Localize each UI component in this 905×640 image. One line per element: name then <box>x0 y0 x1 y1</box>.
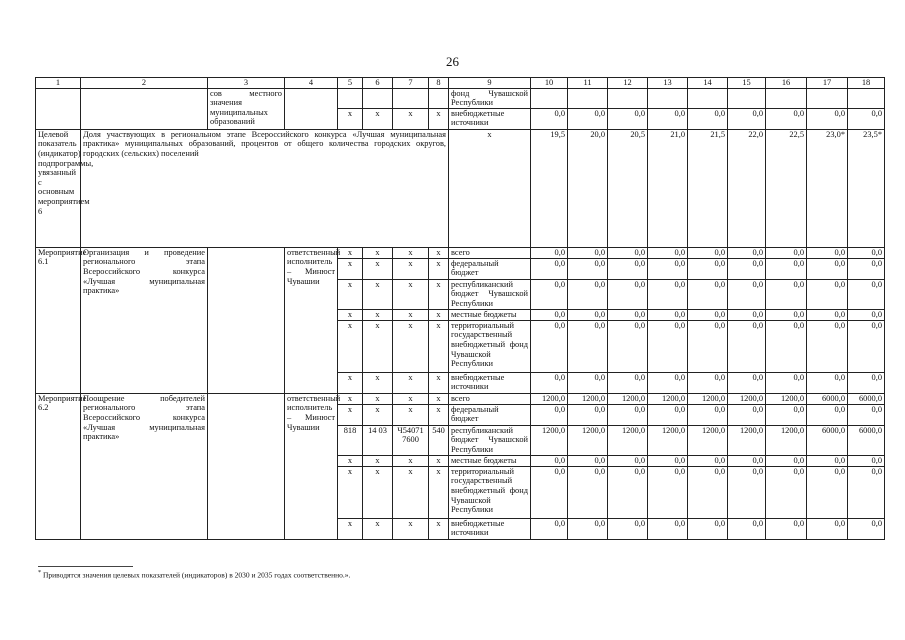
code-cell: x <box>393 466 429 518</box>
measure-empty-cell <box>208 247 285 393</box>
header-cell: 11 <box>568 78 608 89</box>
value-cell: 0,0 <box>531 404 568 425</box>
funding-source-cell: территориальный государственный внебюджетный фонд Чувашской Республики <box>449 466 531 518</box>
value-cell: 1200,0 <box>728 393 766 404</box>
funding-source-cell: всего <box>449 247 531 258</box>
code-cell: x <box>393 309 429 320</box>
target-indicator-label: Целевой показатель (индикатор) подпрограммы, увязанный с основным мероприятием 6 <box>36 129 81 247</box>
code-cell: x <box>338 309 363 320</box>
value-cell: 0,0 <box>531 372 568 393</box>
value-cell: 0,0 <box>848 247 885 258</box>
value-cell: 0,0 <box>648 279 688 309</box>
code-cell: x <box>393 320 429 372</box>
value-cell: 1200,0 <box>608 393 648 404</box>
value-cell: 0,0 <box>648 518 688 539</box>
code-cell <box>338 88 363 108</box>
code-cell: x <box>363 518 393 539</box>
value-cell: 0,0 <box>848 258 885 279</box>
value-cell: 0,0 <box>848 404 885 425</box>
value-cell: 0,0 <box>688 108 728 129</box>
value-cell: 6000,0 <box>807 393 848 404</box>
value-cell: 0,0 <box>766 258 807 279</box>
funding-source-cell: фонд Чувашской Республики <box>449 88 531 108</box>
value-cell: 0,0 <box>807 258 848 279</box>
code-cell: x <box>393 258 429 279</box>
code-cell: x <box>429 309 449 320</box>
footnote-mark: * <box>38 569 42 576</box>
code-cell: x <box>429 108 449 129</box>
value-cell: 0,0 <box>766 320 807 372</box>
value-cell: 0,0 <box>568 466 608 518</box>
value-cell: 0,0 <box>728 372 766 393</box>
value-cell <box>728 88 766 108</box>
value-cell: 0,0 <box>531 518 568 539</box>
header-cell: 15 <box>728 78 766 89</box>
value-cell: 0,0 <box>807 518 848 539</box>
value-cell: 0,0 <box>608 372 648 393</box>
code-cell: x <box>429 258 449 279</box>
funding-source-cell: внебюджетные источники <box>449 108 531 129</box>
code-cell: x <box>363 372 393 393</box>
target-x-cell: x <box>449 129 531 247</box>
code-cell: x <box>338 518 363 539</box>
value-cell: 23,5* <box>848 129 885 247</box>
value-cell: 0,0 <box>728 309 766 320</box>
value-cell <box>608 88 648 108</box>
header-cell: 8 <box>429 78 449 89</box>
value-cell: 0,0 <box>688 247 728 258</box>
value-cell <box>688 88 728 108</box>
value-cell: 0,0 <box>766 404 807 425</box>
code-cell: x <box>363 309 393 320</box>
value-cell: 20,0 <box>568 129 608 247</box>
value-cell: 0,0 <box>648 372 688 393</box>
code-cell: x <box>363 258 393 279</box>
funding-source-cell: всего <box>449 393 531 404</box>
value-cell: 0,0 <box>688 455 728 466</box>
value-cell <box>648 88 688 108</box>
value-cell: 0,0 <box>648 455 688 466</box>
code-cell: x <box>338 404 363 425</box>
value-cell: 0,0 <box>648 247 688 258</box>
value-cell: 6000,0 <box>848 425 885 455</box>
funding-source-cell: республиканский бюджет Чувашской Республики <box>449 425 531 455</box>
value-cell: 0,0 <box>608 108 648 129</box>
value-cell: 0,0 <box>531 258 568 279</box>
code-cell: x <box>429 404 449 425</box>
funding-source-cell: федеральный бюджет <box>449 258 531 279</box>
value-cell: 0,0 <box>688 309 728 320</box>
value-cell <box>531 88 568 108</box>
funding-source-cell: местные бюджеты <box>449 455 531 466</box>
code-cell: x <box>429 393 449 404</box>
header-cell: 7 <box>393 78 429 89</box>
page-number: 26 <box>446 54 459 69</box>
value-cell: 0,0 <box>728 466 766 518</box>
value-cell: 0,0 <box>568 279 608 309</box>
header-cell: 18 <box>848 78 885 89</box>
target-indicator-text: Доля участвующих в региональном этапе Всероссийского конкурса «Лучшая муниципальная практика» муниципальных образований, процентов от общего количества городских округов, городских (сельских) поселений <box>81 129 449 247</box>
value-cell: 1200,0 <box>648 425 688 455</box>
code-cell: x <box>393 247 429 258</box>
value-cell: 1200,0 <box>531 393 568 404</box>
value-cell: 0,0 <box>531 279 568 309</box>
value-cell: 0,0 <box>608 518 648 539</box>
code-cell <box>429 88 449 108</box>
measure-name: Поощрение победителей регионального этапа Всероссийского конкурса «Лучшая муниципальная практика» <box>81 393 208 539</box>
header-cell: 5 <box>338 78 363 89</box>
header-cell: 10 <box>531 78 568 89</box>
code-cell: x <box>429 466 449 518</box>
value-cell: 0,0 <box>848 466 885 518</box>
value-cell: 0,0 <box>807 455 848 466</box>
table-row <box>36 88 885 108</box>
value-cell: 0,0 <box>608 466 648 518</box>
value-cell: 0,0 <box>728 258 766 279</box>
value-cell: 20,5 <box>608 129 648 247</box>
code-cell: x <box>338 466 363 518</box>
value-cell: 0,0 <box>807 309 848 320</box>
funding-source-cell: внебюджетные источники <box>449 372 531 393</box>
value-cell: 0,0 <box>568 455 608 466</box>
value-cell: 1200,0 <box>766 393 807 404</box>
target-indicator-row <box>36 129 885 247</box>
value-cell: 6000,0 <box>807 425 848 455</box>
value-cell: 0,0 <box>728 518 766 539</box>
code-cell: Ч54071 7600 <box>393 425 429 455</box>
value-cell: 0,0 <box>688 258 728 279</box>
value-cell <box>848 88 885 108</box>
code-cell: x <box>429 320 449 372</box>
value-cell: 0,0 <box>608 320 648 372</box>
continued-cell <box>36 88 81 129</box>
value-cell: 0,0 <box>568 404 608 425</box>
value-cell: 0,0 <box>568 108 608 129</box>
code-cell: x <box>393 279 429 309</box>
value-cell: 0,0 <box>648 309 688 320</box>
value-cell: 0,0 <box>807 108 848 129</box>
value-cell: 0,0 <box>766 279 807 309</box>
value-cell: 19,5 <box>531 129 568 247</box>
code-cell: x <box>363 404 393 425</box>
header-cell: 4 <box>285 78 338 89</box>
value-cell: 0,0 <box>728 404 766 425</box>
funding-source-cell: территориальный государственный внебюджетный фонд Чувашской Республики <box>449 320 531 372</box>
value-cell: 0,0 <box>608 258 648 279</box>
header-cell: 6 <box>363 78 393 89</box>
measure-empty-cell <box>208 393 285 539</box>
code-cell: x <box>429 455 449 466</box>
value-cell: 0,0 <box>848 455 885 466</box>
code-cell: x <box>338 258 363 279</box>
code-cell: x <box>363 393 393 404</box>
header-cell: 13 <box>648 78 688 89</box>
code-cell: x <box>429 518 449 539</box>
code-cell: x <box>429 279 449 309</box>
table-row <box>36 247 885 258</box>
code-cell: 540 <box>429 425 449 455</box>
value-cell: 0,0 <box>807 279 848 309</box>
continued-subject-cell: сов местного значения муниципальных образований <box>208 88 285 129</box>
continued-cell <box>81 88 208 129</box>
value-cell: 1200,0 <box>568 393 608 404</box>
value-cell: 22,0 <box>728 129 766 247</box>
value-cell: 0,0 <box>688 404 728 425</box>
header-cell: 2 <box>81 78 208 89</box>
code-cell: x <box>393 108 429 129</box>
header-cell: 12 <box>608 78 648 89</box>
column-number-row <box>36 78 885 89</box>
code-cell: x <box>338 393 363 404</box>
value-cell: 0,0 <box>848 108 885 129</box>
header-cell: 16 <box>766 78 807 89</box>
value-cell: 1200,0 <box>608 425 648 455</box>
continued-cell <box>285 88 338 129</box>
value-cell: 0,0 <box>848 279 885 309</box>
value-cell: 0,0 <box>848 518 885 539</box>
value-cell: 0,0 <box>807 247 848 258</box>
code-cell: x <box>393 404 429 425</box>
value-cell: 0,0 <box>531 466 568 518</box>
header-cell: 1 <box>36 78 81 89</box>
value-cell: 0,0 <box>766 455 807 466</box>
value-cell: 0,0 <box>688 279 728 309</box>
value-cell: 21,5 <box>688 129 728 247</box>
value-cell: 0,0 <box>608 455 648 466</box>
code-cell <box>393 88 429 108</box>
code-cell <box>363 88 393 108</box>
value-cell: 0,0 <box>568 372 608 393</box>
code-cell: x <box>338 108 363 129</box>
value-cell <box>568 88 608 108</box>
value-cell: 1200,0 <box>688 425 728 455</box>
code-cell: x <box>338 372 363 393</box>
footnote-text: Приводятся значения целевых показателей (индикаторов) в 2030 и 2035 годах соответственно.». <box>43 570 351 580</box>
value-cell <box>807 88 848 108</box>
value-cell: 0,0 <box>608 279 648 309</box>
code-cell: x <box>363 247 393 258</box>
value-cell: 1200,0 <box>728 425 766 455</box>
value-cell: 1200,0 <box>688 393 728 404</box>
funding-source-cell: республиканский бюджет Чувашской Республики <box>449 279 531 309</box>
value-cell <box>766 88 807 108</box>
value-cell: 1200,0 <box>648 393 688 404</box>
table-row <box>36 393 885 404</box>
value-cell: 0,0 <box>608 247 648 258</box>
value-cell: 0,0 <box>807 320 848 372</box>
value-cell: 1200,0 <box>568 425 608 455</box>
measure-name: Организация и проведение регионального этапа Всероссийского конкурса «Лучшая муниципальная практика» <box>81 247 208 393</box>
header-cell: 14 <box>688 78 728 89</box>
value-cell: 0,0 <box>688 466 728 518</box>
code-cell: x <box>363 466 393 518</box>
measure-label: Мероприятие 6.2 <box>36 393 81 539</box>
code-cell: x <box>429 372 449 393</box>
value-cell: 0,0 <box>648 108 688 129</box>
header-cell: 3 <box>208 78 285 89</box>
value-cell: 0,0 <box>568 247 608 258</box>
value-cell: 6000,0 <box>848 393 885 404</box>
value-cell: 0,0 <box>807 372 848 393</box>
value-cell: 0,0 <box>728 279 766 309</box>
value-cell: 0,0 <box>728 320 766 372</box>
value-cell: 0,0 <box>848 320 885 372</box>
measure-executor: ответственный исполнитель – Минюст Чувашии <box>285 247 338 393</box>
value-cell: 1200,0 <box>531 425 568 455</box>
footnote-rule <box>38 566 133 567</box>
value-cell: 0,0 <box>807 404 848 425</box>
code-cell: x <box>393 393 429 404</box>
budget-table <box>35 77 885 540</box>
code-cell: x <box>338 320 363 372</box>
code-cell: 818 <box>338 425 363 455</box>
code-cell: x <box>393 372 429 393</box>
value-cell: 22,5 <box>766 129 807 247</box>
value-cell: 0,0 <box>648 258 688 279</box>
code-cell: x <box>338 455 363 466</box>
code-cell: x <box>338 279 363 309</box>
value-cell: 0,0 <box>766 372 807 393</box>
code-cell: x <box>363 320 393 372</box>
value-cell: 0,0 <box>531 247 568 258</box>
code-cell: x <box>338 247 363 258</box>
footnote <box>38 569 350 580</box>
value-cell: 0,0 <box>688 320 728 372</box>
value-cell: 0,0 <box>531 455 568 466</box>
value-cell: 0,0 <box>531 108 568 129</box>
value-cell: 23,0* <box>807 129 848 247</box>
code-cell: x <box>393 455 429 466</box>
value-cell: 0,0 <box>568 320 608 372</box>
value-cell: 0,0 <box>648 466 688 518</box>
value-cell: 0,0 <box>766 247 807 258</box>
value-cell: 0,0 <box>688 372 728 393</box>
measure-label: Мероприятие 6.1 <box>36 247 81 393</box>
code-cell: x <box>363 455 393 466</box>
value-cell: 0,0 <box>728 108 766 129</box>
value-cell: 0,0 <box>608 309 648 320</box>
value-cell: 0,0 <box>807 466 848 518</box>
value-cell: 0,0 <box>848 309 885 320</box>
code-cell: x <box>393 518 429 539</box>
value-cell: 0,0 <box>648 404 688 425</box>
value-cell: 0,0 <box>531 309 568 320</box>
funding-source-cell: федеральный бюджет <box>449 404 531 425</box>
value-cell: 0,0 <box>766 108 807 129</box>
code-cell: x <box>363 279 393 309</box>
header-cell: 17 <box>807 78 848 89</box>
value-cell: 0,0 <box>848 372 885 393</box>
value-cell: 0,0 <box>728 455 766 466</box>
value-cell: 21,0 <box>648 129 688 247</box>
value-cell: 0,0 <box>568 258 608 279</box>
value-cell: 0,0 <box>568 309 608 320</box>
value-cell: 0,0 <box>766 518 807 539</box>
value-cell: 0,0 <box>766 466 807 518</box>
value-cell: 0,0 <box>766 309 807 320</box>
value-cell: 0,0 <box>531 320 568 372</box>
funding-source-cell: внебюджетные источники <box>449 518 531 539</box>
header-cell: 9 <box>449 78 531 89</box>
value-cell: 0,0 <box>688 518 728 539</box>
value-cell: 0,0 <box>608 404 648 425</box>
code-cell: x <box>363 108 393 129</box>
measure-executor: ответственный исполнитель – Минюст Чувашии <box>285 393 338 539</box>
value-cell: 0,0 <box>568 518 608 539</box>
value-cell: 1200,0 <box>766 425 807 455</box>
value-cell: 0,0 <box>728 247 766 258</box>
funding-source-cell: местные бюджеты <box>449 309 531 320</box>
code-cell: 14 03 <box>363 425 393 455</box>
code-cell: x <box>429 247 449 258</box>
value-cell: 0,0 <box>648 320 688 372</box>
